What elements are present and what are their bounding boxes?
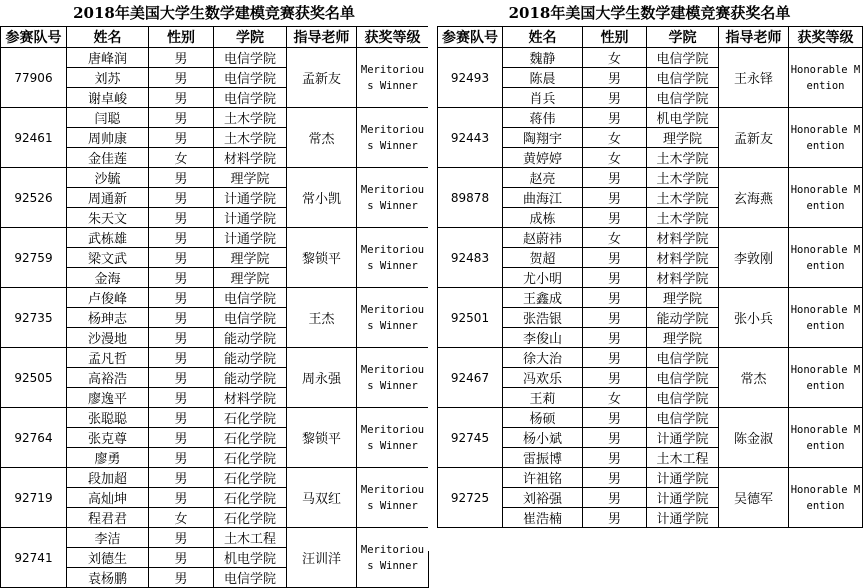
name-header: 姓名 xyxy=(503,27,583,48)
member-gender-cell: 男 xyxy=(149,228,214,248)
advisor-cell: 吴德军 xyxy=(719,468,789,528)
member-college-cell: 石化学院 xyxy=(214,508,287,528)
member-college-cell: 电信学院 xyxy=(647,68,719,88)
table-row xyxy=(438,468,863,488)
member-name-cell: 杨硕 xyxy=(503,408,583,428)
advisor-cell: 孟新友 xyxy=(287,48,357,108)
member-college-cell: 土木学院 xyxy=(647,208,719,228)
left-award-table xyxy=(0,26,429,588)
table-row xyxy=(1,168,429,188)
advisor-cell: 孟新友 xyxy=(719,108,789,168)
member-gender-cell: 男 xyxy=(583,108,647,128)
award-cell: Honorable Mention xyxy=(789,468,863,528)
advisor-cell: 王永铎 xyxy=(719,48,789,108)
member-college-cell: 石化学院 xyxy=(214,468,287,488)
member-college-cell: 机电学院 xyxy=(214,548,287,568)
member-gender-cell: 男 xyxy=(149,428,214,448)
left-award-panel xyxy=(0,0,428,588)
member-gender-cell: 男 xyxy=(583,488,647,508)
member-gender-cell: 男 xyxy=(583,328,647,348)
table-row xyxy=(1,48,429,68)
member-gender-cell: 男 xyxy=(149,308,214,328)
member-gender-cell: 女 xyxy=(583,388,647,408)
member-name-cell: 闫聪 xyxy=(67,108,149,128)
member-name-cell: 高裕浩 xyxy=(67,368,149,388)
member-college-cell: 电信学院 xyxy=(647,348,719,368)
member-gender-cell: 男 xyxy=(583,248,647,268)
member-college-cell: 电信学院 xyxy=(214,568,287,588)
award-cell: Honorable Mention xyxy=(789,168,863,228)
member-gender-cell: 男 xyxy=(583,308,647,328)
member-college-cell: 电信学院 xyxy=(214,308,287,328)
member-name-cell: 张克尊 xyxy=(67,428,149,448)
member-name-cell: 卢俊峰 xyxy=(67,288,149,308)
member-college-cell: 机电学院 xyxy=(647,108,719,128)
member-college-cell: 电信学院 xyxy=(647,48,719,68)
advisor-cell: 王杰 xyxy=(287,288,357,348)
award-cell: Honorable Mention xyxy=(789,348,863,408)
advisor-cell: 周永强 xyxy=(287,348,357,408)
team-id-cell: 92764 xyxy=(1,408,67,468)
table-row xyxy=(1,108,429,128)
team-id-cell: 92443 xyxy=(438,108,503,168)
table-row xyxy=(438,228,863,248)
member-gender-cell: 女 xyxy=(149,148,214,168)
award-cell: Meritorious Winner xyxy=(357,228,429,288)
member-gender-cell: 男 xyxy=(583,408,647,428)
member-name-cell: 黄婷婷 xyxy=(503,148,583,168)
team-id-cell: 89878 xyxy=(438,168,503,228)
advisor-cell: 李敦刚 xyxy=(719,228,789,288)
member-college-cell: 电信学院 xyxy=(647,408,719,428)
member-college-cell: 材料学院 xyxy=(647,248,719,268)
member-gender-cell: 男 xyxy=(149,88,214,108)
member-gender-cell: 男 xyxy=(583,348,647,368)
member-gender-cell: 男 xyxy=(149,528,214,548)
member-gender-cell: 男 xyxy=(583,268,647,288)
member-name-cell: 孟凡哲 xyxy=(67,348,149,368)
member-gender-cell: 男 xyxy=(149,288,214,308)
right-award-panel xyxy=(437,0,862,528)
advisor-cell: 黎锁平 xyxy=(287,228,357,288)
member-college-cell: 土木学院 xyxy=(214,128,287,148)
member-college-cell: 电信学院 xyxy=(214,68,287,88)
member-college-cell: 材料学院 xyxy=(214,388,287,408)
member-gender-cell: 男 xyxy=(149,328,214,348)
member-college-cell: 石化学院 xyxy=(214,488,287,508)
member-name-cell: 刘裕强 xyxy=(503,488,583,508)
member-college-cell: 理学院 xyxy=(647,128,719,148)
member-college-cell: 电信学院 xyxy=(647,368,719,388)
award-cell: Meritorious Winner xyxy=(357,468,429,528)
member-name-cell: 杨小斌 xyxy=(503,428,583,448)
member-name-cell: 李俊山 xyxy=(503,328,583,348)
right-title: 2018年美国大学生数学建模竞赛获奖名单 xyxy=(508,4,791,22)
member-name-cell: 崔浩楠 xyxy=(503,508,583,528)
member-college-cell: 理学院 xyxy=(647,328,719,348)
member-gender-cell: 男 xyxy=(149,348,214,368)
advisor-cell: 汪训洋 xyxy=(287,528,357,588)
table-row xyxy=(1,408,429,428)
member-name-cell: 冯欢乐 xyxy=(503,368,583,388)
member-name-cell: 周通新 xyxy=(67,188,149,208)
team-id-cell: 92719 xyxy=(1,468,67,528)
member-gender-cell: 男 xyxy=(149,548,214,568)
team-id-cell: 92745 xyxy=(438,408,503,468)
left-header-row xyxy=(1,27,429,48)
gender-header: 性别 xyxy=(583,27,647,48)
member-name-cell: 朱天文 xyxy=(67,208,149,228)
team-id-cell: 92483 xyxy=(438,228,503,288)
award-cell: Honorable Mention xyxy=(789,288,863,348)
member-gender-cell: 女 xyxy=(149,508,214,528)
award-cell: Meritorious Winner xyxy=(357,168,429,228)
member-gender-cell: 男 xyxy=(149,468,214,488)
advisor-cell: 马双红 xyxy=(287,468,357,528)
team-id-cell: 92467 xyxy=(438,348,503,408)
advisor-cell: 黎锁平 xyxy=(287,408,357,468)
member-name-cell: 肖兵 xyxy=(503,88,583,108)
member-name-cell: 张聪聪 xyxy=(67,408,149,428)
member-name-cell: 雷振博 xyxy=(503,448,583,468)
team-id-cell: 92505 xyxy=(1,348,67,408)
member-name-cell: 贺超 xyxy=(503,248,583,268)
member-college-cell: 计通学院 xyxy=(647,468,719,488)
member-gender-cell: 男 xyxy=(149,168,214,188)
team-id-cell: 92735 xyxy=(1,288,67,348)
member-gender-cell: 男 xyxy=(149,488,214,508)
advisor-header: 指导老师 xyxy=(287,27,357,48)
award-cell: Meritorious Winner xyxy=(357,408,429,468)
team-id-cell: 92501 xyxy=(438,288,503,348)
member-gender-cell: 男 xyxy=(149,68,214,88)
member-name-cell: 金佳莲 xyxy=(67,148,149,168)
member-gender-cell: 男 xyxy=(149,48,214,68)
member-name-cell: 曲海江 xyxy=(503,188,583,208)
member-college-cell: 计通学院 xyxy=(647,488,719,508)
member-name-cell: 成栋 xyxy=(503,208,583,228)
advisor-cell: 常杰 xyxy=(719,348,789,408)
member-name-cell: 沙毓 xyxy=(67,168,149,188)
member-college-cell: 能动学院 xyxy=(647,308,719,328)
member-gender-cell: 男 xyxy=(583,68,647,88)
member-name-cell: 李洁 xyxy=(67,528,149,548)
advisor-cell: 常杰 xyxy=(287,108,357,168)
college-header: 学院 xyxy=(647,27,719,48)
member-college-cell: 石化学院 xyxy=(214,428,287,448)
member-college-cell: 计通学院 xyxy=(214,208,287,228)
member-name-cell: 赵亮 xyxy=(503,168,583,188)
member-name-cell: 程君君 xyxy=(67,508,149,528)
member-college-cell: 能动学院 xyxy=(214,328,287,348)
award-cell: Meritorious Winner xyxy=(357,288,429,348)
member-gender-cell: 男 xyxy=(149,208,214,228)
table-row xyxy=(438,108,863,128)
member-name-cell: 赵蔚祎 xyxy=(503,228,583,248)
member-gender-cell: 女 xyxy=(583,128,647,148)
member-name-cell: 段加超 xyxy=(67,468,149,488)
team-id-cell: 92725 xyxy=(438,468,503,528)
member-gender-cell: 女 xyxy=(583,48,647,68)
member-name-cell: 武栋雄 xyxy=(67,228,149,248)
member-gender-cell: 男 xyxy=(583,188,647,208)
member-gender-cell: 男 xyxy=(149,568,214,588)
member-college-cell: 计通学院 xyxy=(214,188,287,208)
member-college-cell: 电信学院 xyxy=(214,48,287,68)
member-name-cell: 唐峰润 xyxy=(67,48,149,68)
member-gender-cell: 男 xyxy=(583,88,647,108)
member-gender-cell: 男 xyxy=(149,448,214,468)
right-table-body xyxy=(438,48,863,528)
table-row xyxy=(438,348,863,368)
table-row xyxy=(438,408,863,428)
member-college-cell: 土木学院 xyxy=(647,168,719,188)
member-name-cell: 王鑫成 xyxy=(503,288,583,308)
award-cell: Meritorious Winner xyxy=(357,48,429,108)
member-gender-cell: 男 xyxy=(149,128,214,148)
table-row xyxy=(438,48,863,68)
member-college-cell: 理学院 xyxy=(647,288,719,308)
member-college-cell: 电信学院 xyxy=(647,388,719,408)
member-college-cell: 理学院 xyxy=(214,248,287,268)
member-college-cell: 材料学院 xyxy=(214,148,287,168)
member-college-cell: 电信学院 xyxy=(647,88,719,108)
member-gender-cell: 男 xyxy=(149,388,214,408)
left-title: 2018年美国大学生数学建模竞赛获奖名单 xyxy=(73,4,355,22)
member-name-cell: 袁杨鹏 xyxy=(67,568,149,588)
table-row xyxy=(438,288,863,308)
member-name-cell: 陶翔宇 xyxy=(503,128,583,148)
member-college-cell: 土木学院 xyxy=(214,108,287,128)
member-name-cell: 沙漫地 xyxy=(67,328,149,348)
team-id-cell: 92759 xyxy=(1,228,67,288)
award-header: 获奖等级 xyxy=(789,27,863,48)
member-college-cell: 能动学院 xyxy=(214,348,287,368)
right-award-table xyxy=(437,26,863,528)
table-row xyxy=(1,228,429,248)
member-college-cell: 能动学院 xyxy=(214,368,287,388)
advisor-header: 指导老师 xyxy=(719,27,789,48)
member-gender-cell: 男 xyxy=(583,368,647,388)
member-college-cell: 土木工程 xyxy=(647,448,719,468)
member-gender-cell: 男 xyxy=(583,508,647,528)
member-name-cell: 许祖铭 xyxy=(503,468,583,488)
advisor-cell: 玄海燕 xyxy=(719,168,789,228)
member-college-cell: 计通学院 xyxy=(214,228,287,248)
team-id-cell: 92741 xyxy=(1,528,67,588)
table-row xyxy=(1,528,429,548)
gender-header: 性别 xyxy=(149,27,214,48)
member-gender-cell: 男 xyxy=(149,188,214,208)
member-gender-cell: 女 xyxy=(583,148,647,168)
member-college-cell: 土木工程 xyxy=(214,528,287,548)
team-id-cell: 92526 xyxy=(1,168,67,228)
member-name-cell: 蒋伟 xyxy=(503,108,583,128)
advisor-cell: 陈金淑 xyxy=(719,408,789,468)
team-id-cell: 92461 xyxy=(1,108,67,168)
advisor-cell: 常小凯 xyxy=(287,168,357,228)
college-header: 学院 xyxy=(214,27,287,48)
award-cell: Honorable Mention xyxy=(789,408,863,468)
team-id-header: 参赛队号 xyxy=(1,27,67,48)
table-row xyxy=(1,348,429,368)
member-name-cell: 王莉 xyxy=(503,388,583,408)
member-college-cell: 石化学院 xyxy=(214,408,287,428)
member-gender-cell: 男 xyxy=(583,428,647,448)
member-college-cell: 计通学院 xyxy=(647,428,719,448)
member-college-cell: 计通学院 xyxy=(647,508,719,528)
panel-gap xyxy=(428,0,437,551)
member-gender-cell: 男 xyxy=(149,368,214,388)
award-cell: Honorable Mention xyxy=(789,228,863,288)
member-college-cell: 石化学院 xyxy=(214,448,287,468)
member-gender-cell: 男 xyxy=(149,108,214,128)
team-id-cell: 77906 xyxy=(1,48,67,108)
member-name-cell: 梁文武 xyxy=(67,248,149,268)
name-header: 姓名 xyxy=(67,27,149,48)
member-name-cell: 刘德生 xyxy=(67,548,149,568)
table-row xyxy=(438,168,863,188)
member-college-cell: 理学院 xyxy=(214,168,287,188)
member-college-cell: 理学院 xyxy=(214,268,287,288)
member-college-cell: 电信学院 xyxy=(214,288,287,308)
award-header: 获奖等级 xyxy=(357,27,429,48)
award-cell: Meritorious Winner xyxy=(357,348,429,408)
member-gender-cell: 女 xyxy=(583,228,647,248)
member-name-cell: 杨珅志 xyxy=(67,308,149,328)
member-name-cell: 高灿坤 xyxy=(67,488,149,508)
member-name-cell: 张浩银 xyxy=(503,308,583,328)
right-header-row xyxy=(438,27,863,48)
left-table-body xyxy=(1,48,429,588)
member-gender-cell: 男 xyxy=(583,168,647,188)
award-cell: Honorable Mention xyxy=(789,108,863,168)
member-name-cell: 谢卓峻 xyxy=(67,88,149,108)
member-college-cell: 材料学院 xyxy=(647,228,719,248)
member-college-cell: 电信学院 xyxy=(214,88,287,108)
table-row xyxy=(1,468,429,488)
member-gender-cell: 男 xyxy=(583,208,647,228)
member-name-cell: 陈晨 xyxy=(503,68,583,88)
member-gender-cell: 男 xyxy=(149,248,214,268)
member-name-cell: 周帅康 xyxy=(67,128,149,148)
member-gender-cell: 男 xyxy=(583,288,647,308)
table-row xyxy=(1,288,429,308)
member-name-cell: 徐大治 xyxy=(503,348,583,368)
member-name-cell: 魏静 xyxy=(503,48,583,68)
team-id-cell: 92493 xyxy=(438,48,503,108)
member-gender-cell: 男 xyxy=(149,408,214,428)
member-gender-cell: 男 xyxy=(583,448,647,468)
award-cell: Meritorious Winner xyxy=(357,528,429,588)
member-name-cell: 尤小明 xyxy=(503,268,583,288)
award-cell: Honorable Mention xyxy=(789,48,863,108)
advisor-cell: 张小兵 xyxy=(719,288,789,348)
member-gender-cell: 男 xyxy=(583,468,647,488)
member-college-cell: 材料学院 xyxy=(647,268,719,288)
member-name-cell: 廖勇 xyxy=(67,448,149,468)
team-id-header: 参赛队号 xyxy=(438,27,503,48)
member-name-cell: 廖逸平 xyxy=(67,388,149,408)
member-name-cell: 金海 xyxy=(67,268,149,288)
member-college-cell: 土木学院 xyxy=(647,148,719,168)
member-name-cell: 刘苏 xyxy=(67,68,149,88)
member-college-cell: 土木学院 xyxy=(647,188,719,208)
member-gender-cell: 男 xyxy=(149,268,214,288)
award-cell: Meritorious Winner xyxy=(357,108,429,168)
